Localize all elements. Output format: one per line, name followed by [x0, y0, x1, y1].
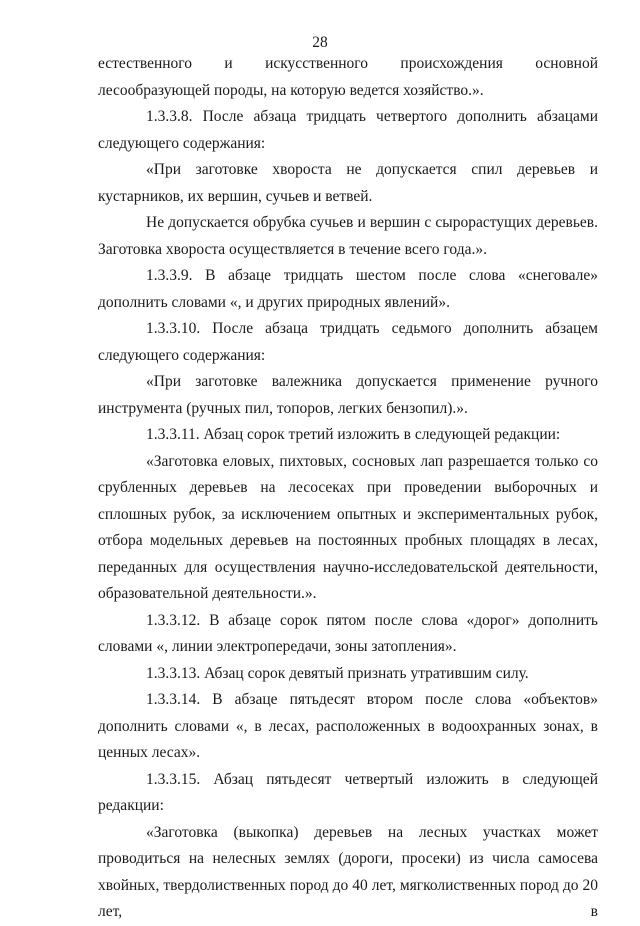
paragraph: 1.3.3.11. Абзац сорок третий изложить в следующей редакции: — [146, 426, 561, 443]
paragraph: «При заготовке хвороста не допускается спил деревьев и кустарников, их вершин, сучьев и ветвей. — [98, 161, 598, 205]
paragraph: 1.3.3.12. В абзаце сорок пятом после слова «дорог» дополнить словами «, линии электропередачи, зоны затопления». — [98, 611, 598, 655]
paragraph: 1.3.3.14. В абзаце пятьдесят втором после слова «объектов» дополнить словами «, в лесах, расположенных в водоохранных зонах, в ценных лесах». — [98, 691, 598, 761]
paragraph: «При заготовке валежника допускается применение ручного инструмента (ручных пил, топоров, легких бензопил).». — [98, 373, 598, 417]
paragraph: 1.3.3.15. Абзац пятьдесят четвертый изложить в следующей редакции: — [98, 770, 598, 814]
paragraph: «Заготовка (выкопка) деревьев на лесных участках может проводиться на нелесных землях (дороги, просеки) из числа самосева хвойных, твердолиственных пород до 40 лет, мягколиственных пород до 20 лет, в — [98, 823, 598, 920]
paragraph: 1.3.3.8. После абзаца тридцать четвертого дополнить абзацами следующего содержания: — [98, 108, 598, 152]
document-body — [98, 51, 598, 926]
paragraph: 1.3.3.10. После абзаца тридцать седьмого дополнить абзацем следующего содержания: — [98, 320, 598, 364]
paragraph: Не допускается обрубка сучьев и вершин с сырорастущих деревьев. Заготовка хвороста осуществляется в течение всего года.». — [98, 214, 598, 258]
paragraph: 1.3.3.9. В абзаце тридцать шестом после слова «снеговале» дополнить словами «, и других природных явлений». — [98, 267, 598, 311]
page-number: 28 — [312, 34, 328, 51]
paragraph: 1.3.3.13. Абзац сорок девятый признать утратившим силу. — [146, 664, 529, 682]
paragraph: естественного и искусственного происхождения основной лесообразующей породы, на которую ведется хозяйство.». — [98, 55, 598, 99]
paragraph: «Заготовка еловых, пихтовых, сосновых лап разрешается только со срубленных деревьев на лесосеках при проведении выборочных и сплошных рубок, за исключением опытных и экспериментальных рубок, отбора модельных деревьев на постоянных пробных площадях в лесах, переданных для осуществления научно-исследовательской деятельности, образовательной деятельности.». — [98, 452, 598, 602]
